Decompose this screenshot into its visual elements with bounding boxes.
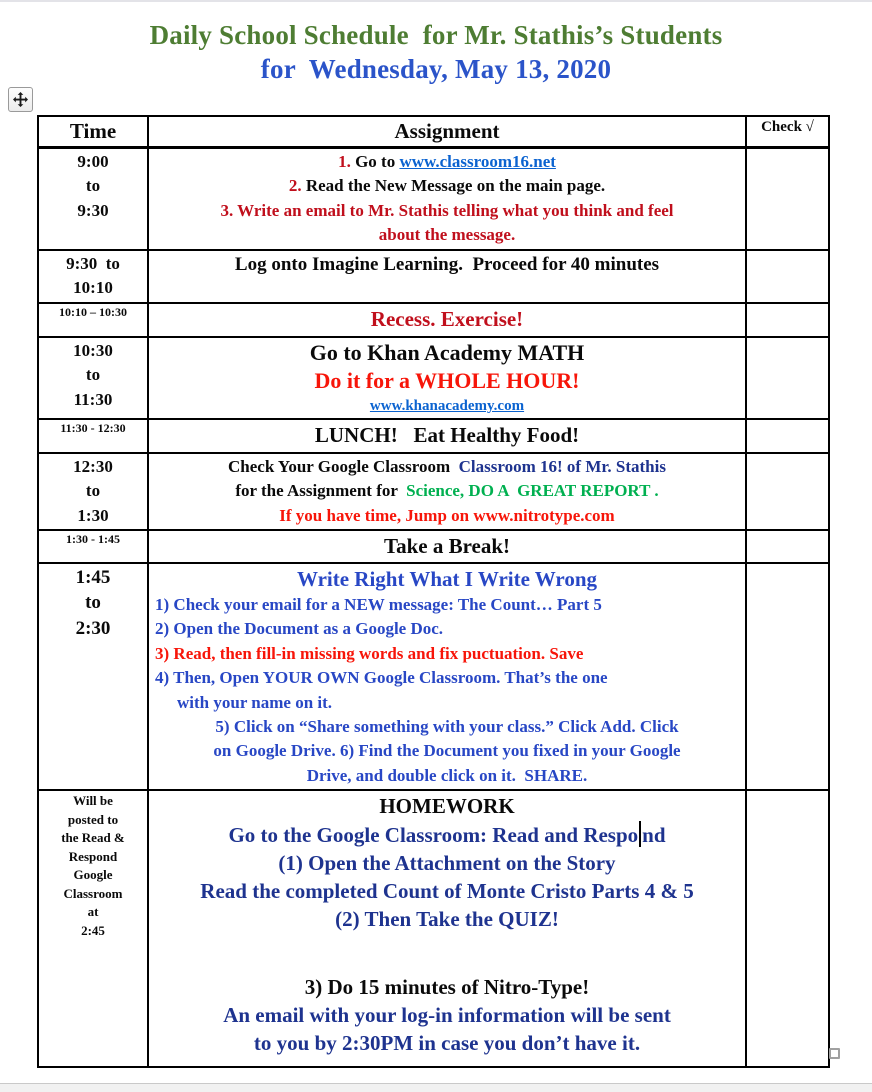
text-segment: Write Right What I Write Wrong	[296, 566, 598, 591]
table-row	[38, 790, 829, 1067]
text-segment: Recess. Exercise!	[370, 306, 524, 331]
assignment-line	[155, 739, 739, 763]
classroom16-link[interactable]: www.classroom16.net	[399, 152, 556, 171]
assignment-cell	[148, 419, 746, 453]
text-segment: about the message.	[378, 225, 516, 245]
header-assignment: Assignment	[148, 116, 746, 148]
time-text: 9:30	[77, 200, 109, 220]
time-text: 12:30	[73, 457, 113, 476]
text-segment: 3) Do 15 minutes of Nitro-Type!	[304, 975, 590, 1000]
text-cursor	[639, 821, 641, 847]
check-cell	[746, 419, 829, 453]
text-segment: on Google Drive. 6) Find the Document you fixed in your Google	[213, 741, 681, 761]
table-row	[38, 419, 829, 453]
assignment-cell	[148, 148, 746, 250]
time-text: 2:45	[81, 922, 105, 938]
time-text: Classroom	[63, 885, 123, 901]
time-cell	[38, 303, 148, 337]
text-segment: Log onto Imagine Learning. Proceed for 40 minutes	[234, 253, 660, 275]
text-segment: (2) Then Take the QUIZ!	[335, 906, 559, 931]
text-segment: 2) Open the Document as a Google Doc.	[155, 619, 444, 639]
text-segment: (1) Open the Attachment on the Story	[278, 850, 616, 875]
document-title	[0, 18, 872, 86]
assignment-line	[155, 479, 739, 503]
header-time: Time	[38, 116, 148, 148]
khanacademy-link[interactable]: www.khanacademy.com	[369, 398, 525, 414]
time-text: Respond	[68, 848, 118, 864]
time-text: the Read &	[61, 830, 125, 846]
time-text: 2:30	[75, 617, 111, 639]
assignment-line	[155, 973, 739, 1001]
assignment-line	[155, 821, 739, 849]
time-cell	[38, 148, 148, 250]
text-segment: If you have time, Jump on www.nitrotype.com	[279, 505, 615, 525]
assignment-line	[155, 396, 739, 417]
text-segment: 3) Read, then fill-in missing words and fix puctuation. Save	[155, 643, 584, 663]
assignment-line	[155, 715, 739, 739]
text-segment: Go to the Google Classroom: Read and Respo	[228, 822, 639, 847]
table-row	[38, 530, 829, 562]
text-segment: 3. Write an email to Mr. Stathis telling what you think and feel	[220, 200, 674, 220]
text-segment: to you by 2:30PM in case you don’t have it.	[253, 1031, 641, 1056]
text-segment: Take a Break!	[383, 534, 511, 559]
assignment-line	[155, 421, 739, 449]
assignment-line	[155, 617, 739, 641]
title-line-1: Daily School Schedule for Mr. Stathis’s Students	[149, 20, 723, 50]
assignment-line	[155, 1001, 739, 1029]
assignment-cell	[148, 530, 746, 562]
text-segment: 1.	[338, 152, 351, 171]
assignment-cell	[148, 250, 746, 303]
text-segment: An email with your log-in information will be sent	[223, 1003, 671, 1028]
text-segment: Go to Khan Academy MATH	[309, 339, 585, 365]
assignment-line	[155, 565, 739, 593]
assignment-line	[155, 339, 739, 368]
check-cell	[746, 250, 829, 303]
time-cell	[38, 453, 148, 530]
assignment-line	[155, 455, 739, 479]
time-text: Will be	[73, 793, 113, 809]
text-segment: Check Your Google Classroom	[228, 457, 459, 476]
text-segment: Science, DO A GREAT REPORT .	[406, 481, 659, 501]
text-segment: LUNCH! Eat Healthy Food!	[314, 423, 580, 447]
schedule-table	[37, 115, 830, 1068]
time-text: 1:30	[77, 505, 109, 525]
assignment-line	[155, 642, 739, 666]
check-cell	[746, 790, 829, 1067]
table-resize-handle[interactable]	[829, 1048, 840, 1059]
assignment-cell	[148, 453, 746, 530]
header-check: Check √	[746, 116, 829, 148]
check-cell	[746, 453, 829, 530]
text-segment: Classroom 16! of Mr. Stathis	[458, 457, 666, 476]
time-text: 1:30 - 1:45	[66, 532, 120, 547]
check-cell	[746, 303, 829, 337]
time-text: to	[85, 592, 101, 614]
time-text: 10:30	[73, 340, 113, 360]
table-row	[38, 303, 829, 337]
text-segment: with your name on it.	[177, 692, 333, 712]
text-segment: Drive, and double click on it. SHARE.	[306, 765, 588, 785]
text-segment: Go to	[350, 152, 400, 171]
text-segment: for the Assignment for	[235, 481, 407, 501]
assignment-cell	[148, 303, 746, 337]
table-row	[38, 148, 829, 250]
text-segment: 4) Then, Open YOUR OWN Google Classroom. That’s the one	[155, 668, 608, 688]
time-text: to	[85, 176, 101, 196]
assignment-line	[155, 666, 739, 690]
time-text: 11:30 - 12:30	[60, 421, 126, 435]
table-move-icon	[13, 92, 28, 107]
assignment-cell	[148, 337, 746, 419]
assignment-line	[155, 252, 739, 278]
assignment-line	[155, 764, 739, 788]
text-segment: nd	[642, 822, 666, 847]
text-segment: 1) Check your email for a NEW message: The Count… Part 5	[155, 594, 602, 614]
time-text: at	[87, 904, 99, 920]
window-bottom-edge	[0, 1083, 872, 1092]
time-text: to	[85, 365, 101, 385]
assignment-line	[155, 905, 739, 933]
title-line-2: for Wednesday, May 13, 2020	[260, 54, 612, 84]
text-segment: HOMEWORK	[379, 794, 515, 819]
table-row	[38, 337, 829, 419]
time-text: 10:10	[73, 278, 113, 298]
table-row	[38, 250, 829, 303]
assignment-line	[155, 504, 739, 528]
text-segment: 2.	[288, 176, 302, 196]
time-text: 1:45	[75, 566, 111, 588]
assignment-line	[155, 877, 739, 905]
time-text: Google	[73, 867, 113, 883]
assignment-line	[155, 1029, 739, 1057]
header-row	[38, 116, 829, 148]
check-cell	[746, 148, 829, 250]
check-cell	[746, 530, 829, 562]
time-text: posted to	[67, 811, 119, 827]
assignment-line	[155, 150, 739, 174]
check-cell	[746, 563, 829, 791]
blank-line	[155, 933, 739, 973]
assignment-line	[155, 199, 739, 223]
assignment-cell	[148, 563, 746, 791]
assignment-cell	[148, 790, 746, 1067]
assignment-line	[155, 174, 739, 198]
time-text: 9:00	[77, 152, 109, 171]
time-cell	[38, 790, 148, 1067]
assignment-line	[155, 593, 739, 617]
assignment-line	[155, 367, 739, 396]
assignment-line	[155, 691, 739, 715]
time-cell	[38, 337, 148, 419]
time-cell	[38, 419, 148, 453]
assignment-line	[155, 305, 739, 333]
time-text: to	[85, 481, 101, 501]
time-cell	[38, 530, 148, 562]
time-text: 9:30 to	[66, 253, 120, 273]
assignment-line	[155, 223, 739, 247]
text-segment: Read the New Message on the main page.	[301, 176, 606, 196]
time-cell	[38, 563, 148, 791]
assignment-line	[155, 849, 739, 877]
time-text: 11:30	[73, 389, 113, 409]
text-segment: 5) Click on “Share something with your class.” Click Add. Click	[215, 717, 679, 736]
table-row	[38, 453, 829, 530]
table-row	[38, 563, 829, 791]
time-text: 10:10 – 10:30	[59, 304, 127, 319]
time-cell	[38, 250, 148, 303]
assignment-line	[155, 532, 739, 560]
table-move-handle[interactable]	[8, 87, 33, 112]
check-cell	[746, 337, 829, 419]
assignment-line	[155, 792, 739, 820]
text-segment: Read the completed Count of Monte Cristo Parts 4 & 5	[200, 878, 694, 903]
text-segment: Do it for a WHOLE HOUR!	[314, 368, 580, 394]
